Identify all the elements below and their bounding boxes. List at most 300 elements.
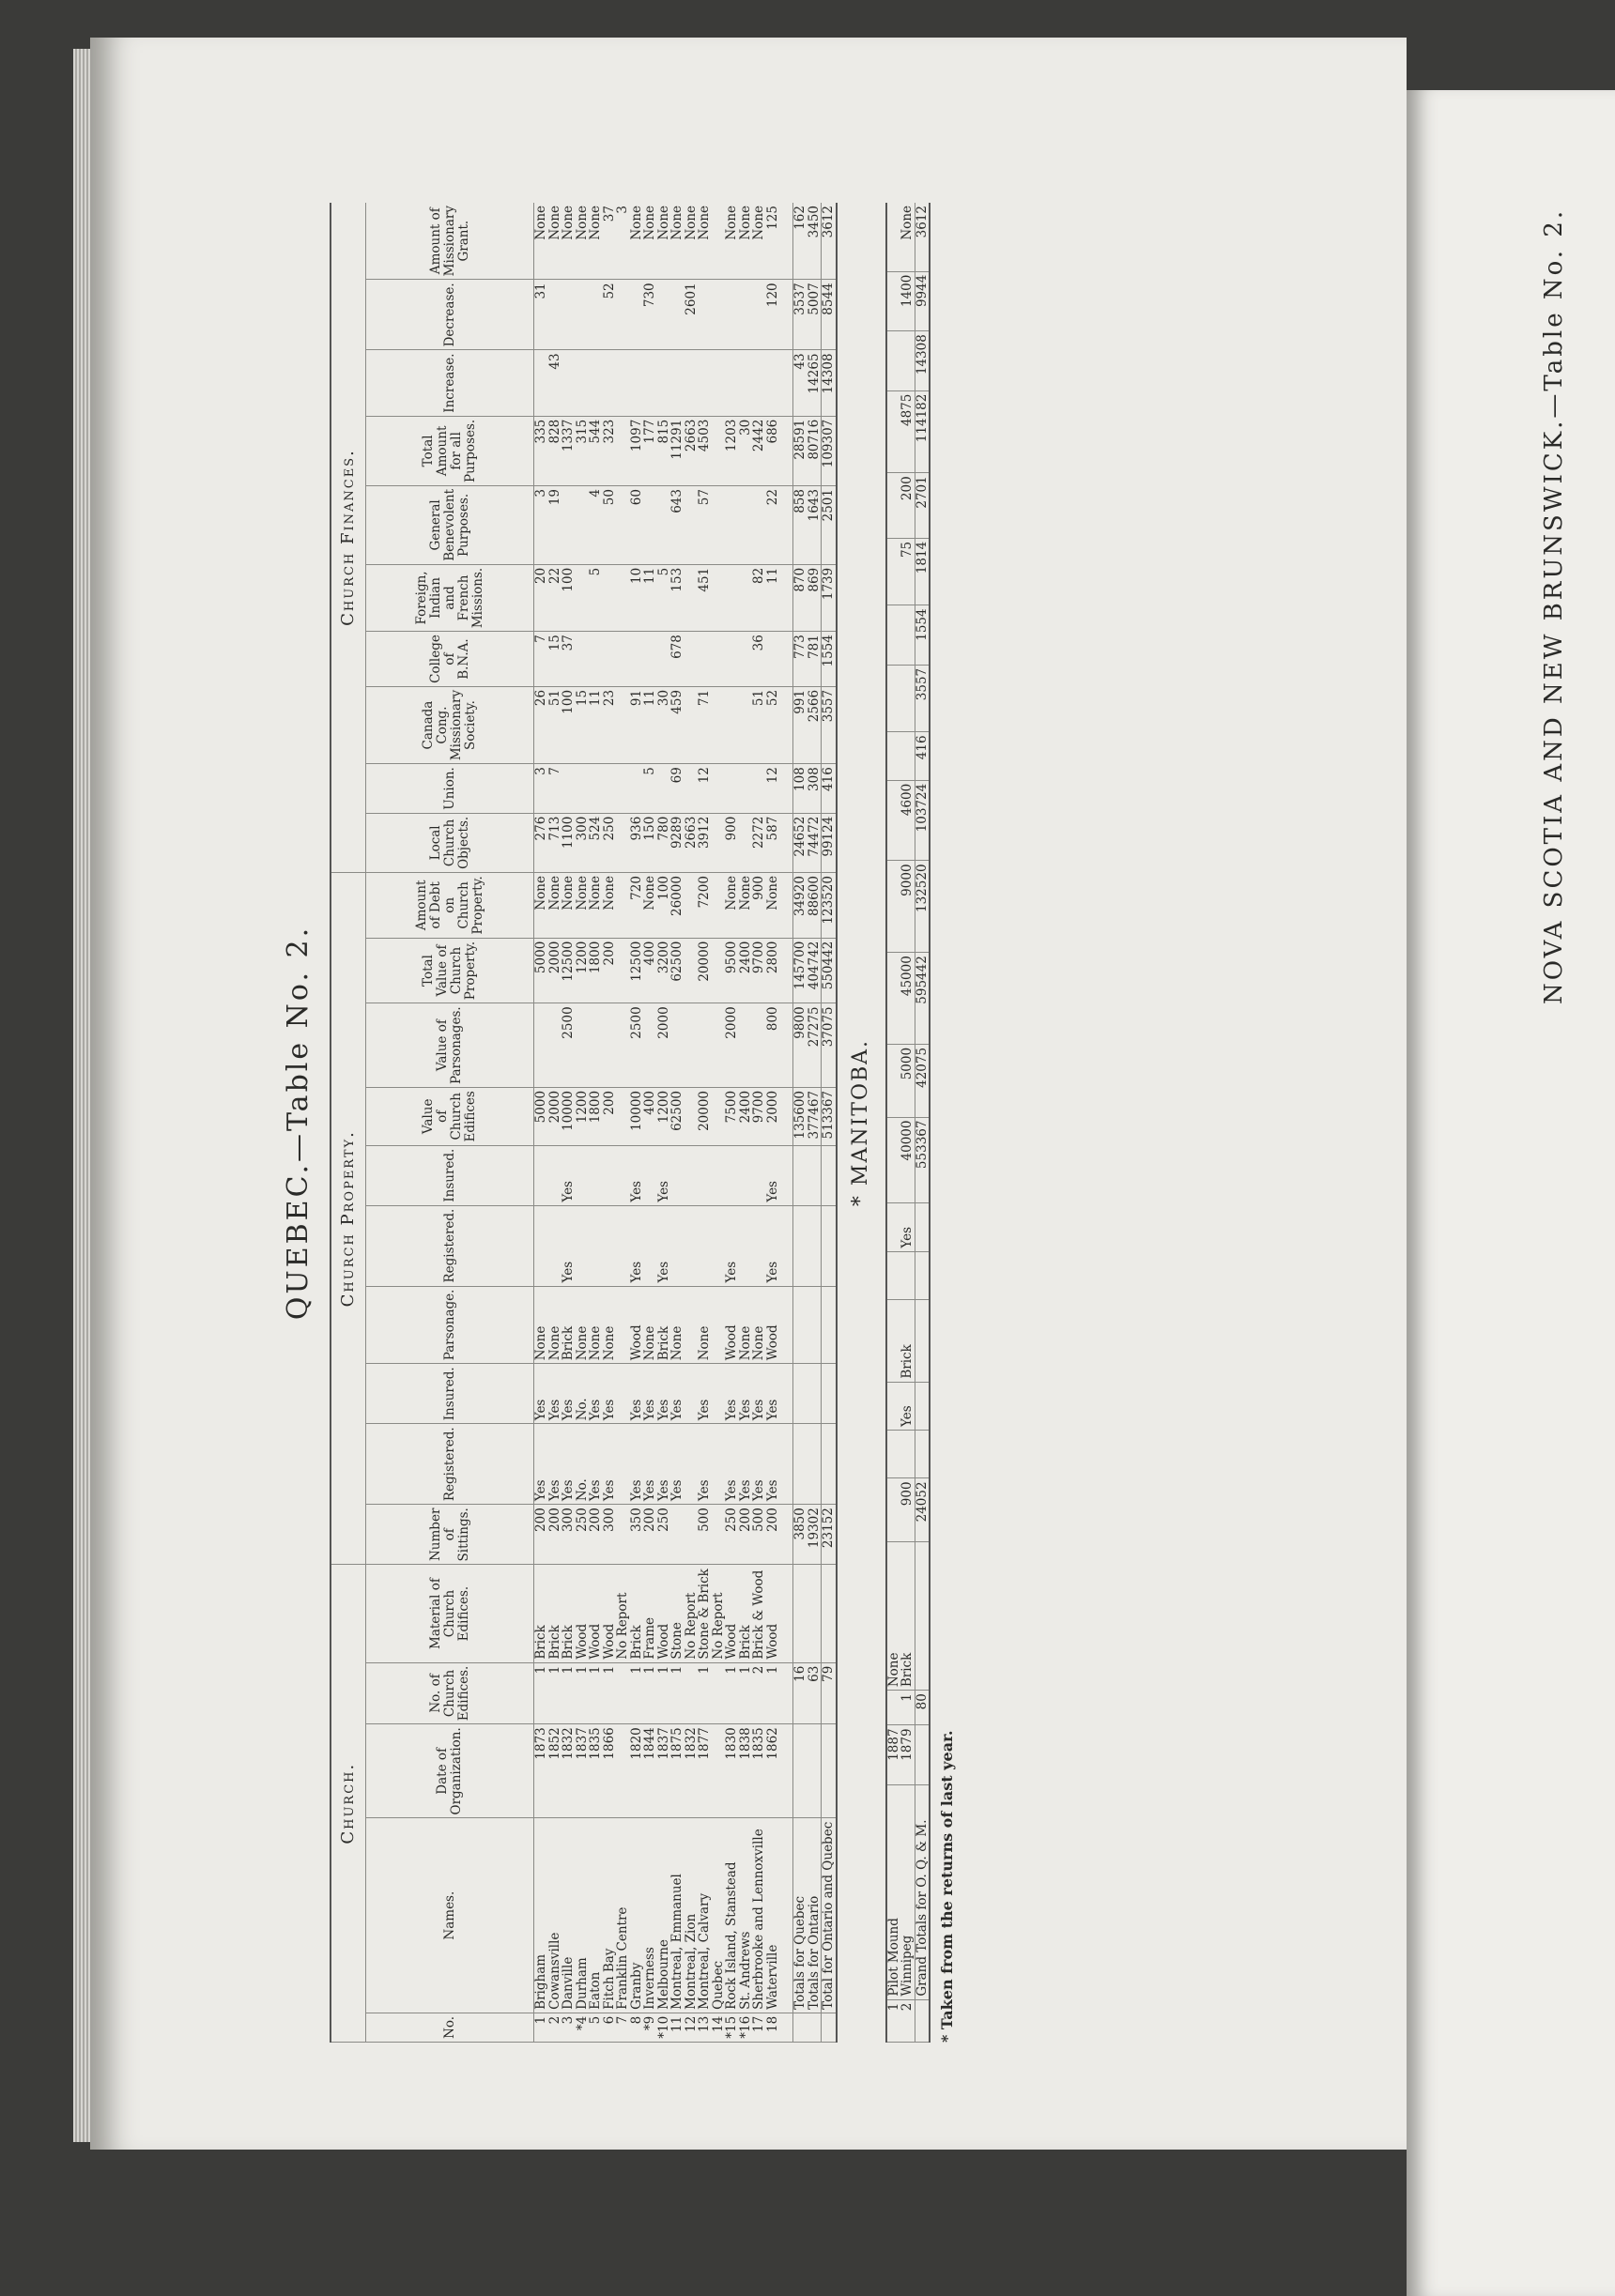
table-cell: 200 (900, 473, 915, 539)
table-cell (752, 1145, 766, 1205)
table-cell: None (739, 873, 753, 939)
table-cell (793, 1424, 808, 1505)
table-cell: None (534, 1286, 548, 1364)
table-cell: 20000 (698, 1087, 712, 1145)
column-header: No. (366, 2013, 534, 2042)
table-cell: Totals for Quebec (793, 1818, 808, 2013)
table-cell: 8544 (822, 280, 837, 350)
table-cell: 2566 (808, 686, 822, 763)
table-cell: Yes (603, 1364, 617, 1424)
table-cell: Yes (739, 1364, 753, 1424)
column-header: Value of Church Edifices (366, 1087, 534, 1145)
table-row (739, 203, 753, 2043)
table-cell: 24652 (793, 813, 808, 872)
table-cell: 2442 (752, 416, 766, 485)
table-cell: 2800 (766, 938, 780, 1003)
table-cell: 22 (766, 486, 780, 565)
table-cell (886, 538, 901, 605)
table-cell (886, 331, 901, 390)
table-cell: 30 (739, 416, 753, 485)
table-cell: 323 (603, 416, 617, 485)
table-row (698, 203, 712, 2043)
table-cell: Yes (725, 1205, 739, 1286)
table-row (603, 203, 617, 2043)
table-cell: 2000 (766, 1087, 780, 1145)
table-cell (616, 280, 630, 350)
column-header: Registered. (366, 1205, 534, 1286)
table-cell: 43 (548, 350, 562, 416)
table-row (643, 203, 657, 2043)
table-cell (915, 1541, 930, 1690)
table-cell (886, 1431, 901, 1478)
table-cell: 1 (534, 2013, 548, 2042)
table-cell (684, 938, 699, 1003)
table-cell (561, 764, 576, 814)
manitoba-table-body (886, 203, 931, 2043)
table-cell (684, 1205, 699, 1286)
table-cell (630, 350, 644, 416)
table-cell: Brigham (534, 1818, 548, 2013)
table-cell: None (603, 1286, 617, 1364)
table-cell: None (589, 873, 603, 939)
table-cell: 1 (561, 1662, 576, 1724)
table-cell: 1100 (561, 813, 576, 872)
table-cell: Yes (698, 1424, 712, 1505)
table-cell: 80 (915, 1691, 930, 1725)
table-cell (793, 1286, 808, 1364)
table-cell: Totals for Ontario (808, 1818, 822, 2013)
table-cell: *9 (643, 2013, 657, 2042)
rotated-table-page (282, 203, 1277, 2043)
table-row (548, 203, 562, 2043)
table-row (725, 203, 739, 2043)
table-cell: None (548, 1286, 562, 1364)
table-cell (684, 486, 699, 565)
table-cell: Brick (534, 1565, 548, 1662)
table-cell: Durham (576, 1818, 590, 2013)
table-cell: 11291 (670, 416, 684, 485)
table-cell: 31 (534, 280, 548, 350)
table-cell (739, 632, 753, 687)
table-cell (684, 686, 699, 763)
table-cell: 5 (643, 764, 657, 814)
table-cell (616, 632, 630, 687)
table-cell: 400 (643, 938, 657, 1003)
table-cell: 91 (630, 686, 644, 763)
table-cell: 123520 (822, 873, 837, 939)
table-cell: 14308 (822, 350, 837, 416)
table-cell (603, 350, 617, 416)
table-cell: Quebec (712, 1818, 726, 2013)
table-cell: Waterville (766, 1818, 780, 2013)
table-cell (752, 764, 766, 814)
church-group-header: Church. (331, 1565, 366, 2043)
table-cell: 1832 (684, 1724, 699, 1818)
table-cell: 37075 (822, 1003, 837, 1088)
table-cell (603, 632, 617, 687)
column-header: Registered. (366, 1424, 534, 1505)
table-cell: 1 (534, 1662, 548, 1724)
table-cell (739, 1145, 753, 1205)
table-cell: 9944 (915, 271, 930, 330)
table-cell: None (589, 1286, 603, 1364)
table-cell: 100 (561, 564, 576, 631)
table-row (534, 203, 548, 2043)
table-cell: 27275 (808, 1003, 822, 1088)
table-cell (616, 1087, 630, 1145)
table-cell: None (643, 203, 657, 280)
table-cell: 4503 (698, 416, 712, 485)
table-cell (725, 350, 739, 416)
table-cell (576, 280, 590, 350)
table-cell (886, 473, 901, 539)
table-cell (712, 1003, 726, 1088)
table-cell: 51 (548, 686, 562, 763)
table-cell (712, 632, 726, 687)
table-cell: 52 (603, 280, 617, 350)
table-cell (886, 1251, 901, 1299)
manitoba-title: * MANITOBA. (848, 1038, 872, 1207)
table-cell: 19302 (808, 1505, 822, 1565)
table-cell: None (752, 1286, 766, 1364)
table-cell: 60 (630, 486, 644, 565)
table-cell: Granby (630, 1818, 644, 2013)
table-cell: Yes (603, 1424, 617, 1505)
table-cell: 3 (561, 2013, 576, 2042)
manitoba-table (885, 203, 931, 2043)
table-cell (616, 1286, 630, 1364)
table-cell: 713 (548, 813, 562, 872)
table-cell: 120 (766, 280, 780, 350)
table-cell: 773 (793, 632, 808, 687)
table-cell (616, 873, 630, 939)
table-cell: None (630, 203, 644, 280)
table-cell: Wood (657, 1565, 671, 1662)
table-cell: 11 (643, 564, 657, 631)
table-cell: 550442 (822, 938, 837, 1003)
table-cell (886, 665, 901, 732)
table-cell: Yes (766, 1364, 780, 1424)
table-cell (886, 732, 901, 780)
table-cell (561, 486, 576, 565)
table-cell (548, 280, 562, 350)
table-cell: 28591 (793, 416, 808, 485)
table-cell: Yes (561, 1145, 576, 1205)
table-cell (712, 1286, 726, 1364)
table-cell: Montreal, Calvary (698, 1818, 712, 2013)
table-cell: 2000 (548, 1087, 562, 1145)
table-cell (670, 1205, 684, 1286)
table-cell (548, 1003, 562, 1088)
table-cell: 45000 (900, 953, 915, 1045)
table-cell: None (752, 203, 766, 280)
table-cell: 1 (548, 1662, 562, 1724)
table-cell (725, 280, 739, 350)
table-cell: 553367 (915, 1117, 930, 1203)
table-cell: 1 (576, 1662, 590, 1724)
table-cell (589, 1205, 603, 1286)
table-cell: 250 (725, 1505, 739, 1565)
table-cell (548, 1145, 562, 1205)
table-cell: 858 (793, 486, 808, 565)
table-cell (712, 873, 726, 939)
table-cell (534, 1205, 548, 1286)
table-cell (739, 686, 753, 763)
table-cell: 416 (915, 732, 930, 780)
table-cell: None (725, 203, 739, 280)
table-cell (576, 1003, 590, 1088)
table-cell: None (766, 873, 780, 939)
table-cell: 10 (630, 564, 644, 631)
table-cell (793, 1565, 808, 1662)
table-cell (725, 486, 739, 565)
table-cell: 2 (548, 2013, 562, 2042)
table-cell: 1 (643, 1662, 657, 1724)
table-cell (616, 1724, 630, 1818)
table-cell: None (548, 203, 562, 280)
table-cell: 200 (534, 1505, 548, 1565)
table-cell: 50 (603, 486, 617, 565)
table-cell: 23 (603, 686, 617, 763)
table-cell: *15 (725, 2013, 739, 2042)
table-cell (589, 350, 603, 416)
column-header: Date of Organization. (366, 1724, 534, 1818)
table-cell: Yes (630, 1205, 644, 1286)
table-cell (657, 486, 671, 565)
table-row (630, 203, 644, 2043)
table-cell: 1 (725, 1662, 739, 1724)
table-cell: None (670, 203, 684, 280)
table-cell (900, 665, 915, 732)
column-header: Insured. (366, 1364, 534, 1424)
table-cell: 200 (643, 1505, 657, 1565)
table-cell: Yes (725, 1424, 739, 1505)
table-cell: 2000 (657, 1003, 671, 1088)
table-cell (793, 2013, 808, 2042)
table-cell: 3537 (793, 280, 808, 350)
table-cell: 1835 (752, 1724, 766, 1818)
table-cell (822, 1724, 837, 1818)
table-cell: 1 (739, 1662, 753, 1724)
table-cell (643, 632, 657, 687)
table-cell: 404742 (808, 938, 822, 1003)
table-cell (534, 1003, 548, 1088)
table-cell (698, 350, 712, 416)
table-cell: 1 (630, 1662, 644, 1724)
table-cell: *10 (657, 2013, 671, 2042)
table-cell: Wood (603, 1565, 617, 1662)
table-cell: 8 (630, 2013, 644, 2042)
table-cell: Wood (725, 1286, 739, 1364)
quebec-title: QUEBEC.—Table No. 2. (282, 925, 315, 1321)
table-cell (886, 1299, 901, 1382)
table-cell: 643 (670, 486, 684, 565)
table-cell: Brick (657, 1286, 671, 1364)
table-cell: None (739, 203, 753, 280)
table-cell: 20000 (698, 938, 712, 1003)
table-cell: 1200 (657, 1087, 671, 1145)
table-cell (886, 605, 901, 665)
table-cell (576, 632, 590, 687)
table-cell (616, 686, 630, 763)
table-cell: None (603, 873, 617, 939)
table-cell: 15 (548, 632, 562, 687)
table-cell: 12500 (561, 938, 576, 1003)
table-cell: 26000 (670, 873, 684, 939)
table-cell: 200 (603, 938, 617, 1003)
table-cell (698, 280, 712, 350)
table-cell: None (576, 1286, 590, 1364)
table-cell: None (643, 873, 657, 939)
table-cell (808, 1724, 822, 1818)
table-cell: 377467 (808, 1087, 822, 1145)
table-cell: *4 (576, 2013, 590, 2042)
table-cell: 3 (534, 764, 548, 814)
table-cell (603, 764, 617, 814)
table-cell (616, 350, 630, 416)
table-cell (616, 1003, 630, 1088)
table-cell: 9500 (725, 938, 739, 1003)
table-cell: 308 (808, 764, 822, 814)
table-cell (657, 350, 671, 416)
table-row (808, 203, 822, 2043)
table-cell (886, 1382, 901, 1430)
table-cell: 720 (630, 873, 644, 939)
table-cell (725, 686, 739, 763)
table-cell: 14 (712, 2013, 726, 2042)
right-page-title: NOVA SCOTIA AND NEW BRUNSWICK.—Table No. 2. (1540, 207, 1568, 1004)
column-header: Decrease. (366, 280, 534, 350)
table-row (616, 203, 630, 2043)
table-cell: 4600 (900, 780, 915, 861)
table-cell: 18 (766, 2013, 780, 2042)
table-cell: Yes (534, 1364, 548, 1424)
table-cell: Yes (561, 1424, 576, 1505)
table-cell: 276 (534, 813, 548, 872)
table-cell: 12 (766, 764, 780, 814)
table-cell (684, 350, 699, 416)
table-cell (712, 1724, 726, 1818)
table-cell (886, 390, 901, 473)
table-cell: 15 (576, 686, 590, 763)
table-cell: 1 (589, 1662, 603, 1724)
table-cell (548, 1205, 562, 1286)
table-cell (589, 1145, 603, 1205)
table-cell: Yes (561, 1364, 576, 1424)
table-cell: None (548, 873, 562, 939)
table-cell: 36 (752, 632, 766, 687)
table-cell (712, 1505, 726, 1565)
table-cell: No. (576, 1364, 590, 1424)
table-row (766, 203, 780, 2043)
table-cell: None (900, 203, 915, 271)
table-cell: 2601 (684, 280, 699, 350)
table-cell (752, 280, 766, 350)
table-cell: 22 (548, 564, 562, 631)
table-cell: 12 (698, 764, 712, 814)
column-header: Amount of Debt on Church Property. (366, 873, 534, 939)
table-cell (822, 1424, 837, 1505)
table-cell (712, 1662, 726, 1724)
table-cell: 37 (561, 632, 576, 687)
table-cell (793, 1205, 808, 1286)
table-cell (616, 764, 630, 814)
table-cell: 13 (698, 2013, 712, 2042)
table-cell (793, 1724, 808, 1818)
table-cell: Cowansville (548, 1818, 562, 2013)
table-cell: 1837 (657, 1724, 671, 1818)
table-cell: 1200 (576, 1087, 590, 1145)
table-cell (576, 1205, 590, 1286)
table-cell: Grand Totals for O. Q. & M. (915, 1784, 930, 1999)
table-cell (684, 632, 699, 687)
table-cell: 75 (900, 538, 915, 605)
table-cell: 2 (752, 1662, 766, 1724)
table-cell: 42075 (915, 1044, 930, 1117)
table-cell: 2663 (684, 813, 699, 872)
table-row (793, 203, 808, 2043)
table-cell (886, 1117, 901, 1203)
table-cell (630, 632, 644, 687)
table-cell: 2000 (548, 938, 562, 1003)
table-cell: No Report (684, 1565, 699, 1662)
table-cell: 4 (589, 486, 603, 565)
table-cell (886, 1478, 901, 1542)
table-cell: Yes (589, 1424, 603, 1505)
column-header-row (366, 203, 534, 2043)
table-cell: None (561, 873, 576, 939)
table-cell (808, 2013, 822, 2042)
table-cell (616, 1424, 630, 1505)
table-cell: None (684, 203, 699, 280)
table-cell: Yes (630, 1145, 644, 1205)
table-cell: 6 (603, 2013, 617, 2042)
table-cell (684, 1087, 699, 1145)
table-cell (822, 1286, 837, 1364)
table-cell (534, 1145, 548, 1205)
table-cell: 335 (534, 416, 548, 485)
table-cell (712, 764, 726, 814)
table-cell: Yes (657, 1364, 671, 1424)
table-cell: 2500 (630, 1003, 644, 1088)
table-cell: Melbourne (657, 1818, 671, 2013)
table-cell: 5000 (534, 938, 548, 1003)
table-cell: 400 (643, 1087, 657, 1145)
column-header: Insured. (366, 1145, 534, 1205)
table-cell: 57 (698, 486, 712, 565)
table-cell: 800 (766, 1003, 780, 1088)
table-cell (808, 1205, 822, 1286)
table-cell: Yes (698, 1364, 712, 1424)
table-cell (822, 2013, 837, 2042)
table-cell: 109307 (822, 416, 837, 485)
table-cell (616, 564, 630, 631)
table-cell: 177 (643, 416, 657, 485)
table-cell: 62500 (670, 938, 684, 1003)
table-cell (643, 486, 657, 565)
table-cell (670, 1505, 684, 1565)
table-cell: 26 (534, 686, 548, 763)
table-cell (739, 764, 753, 814)
table-cell: 524 (589, 813, 603, 872)
table-cell (739, 350, 753, 416)
table-cell: 100 (657, 873, 671, 939)
table-cell (915, 1299, 930, 1382)
table-cell: None (886, 1541, 901, 1690)
table-cell: 5 (657, 564, 671, 631)
table-cell: Yes (739, 1424, 753, 1505)
table-cell (684, 873, 699, 939)
